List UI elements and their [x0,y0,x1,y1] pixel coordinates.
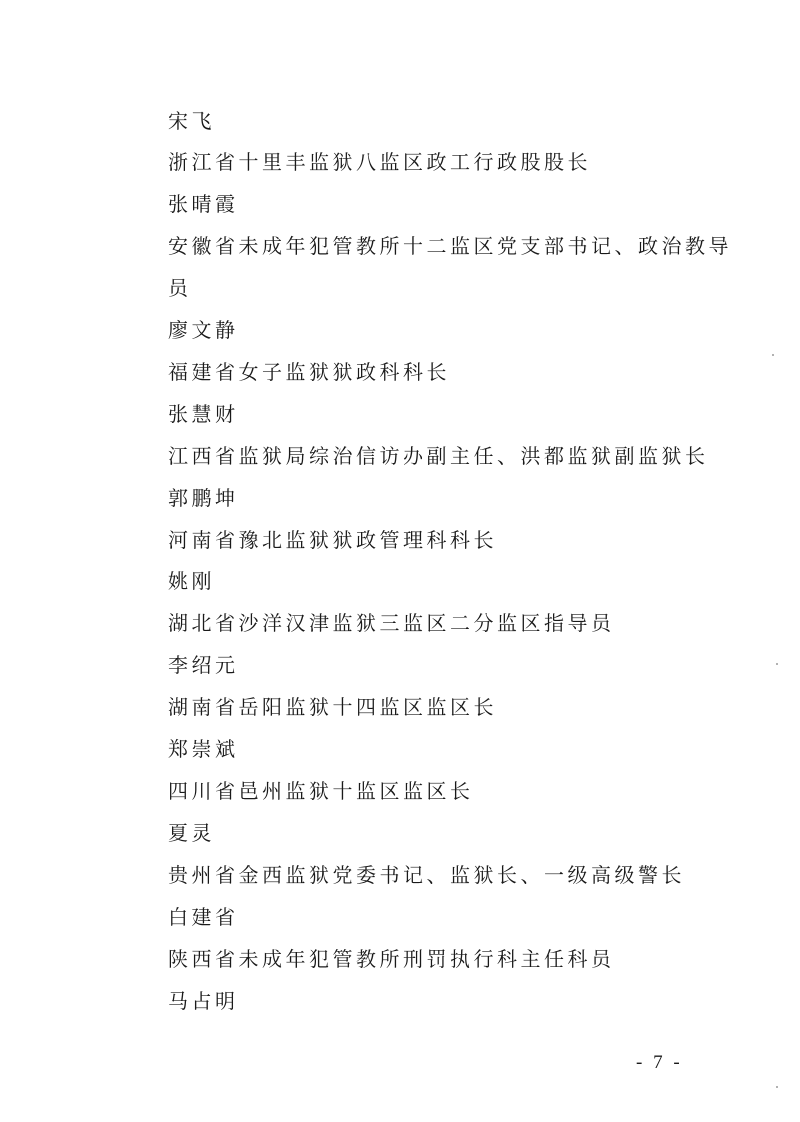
title-line: 福建省女子监狱狱政科科长 [168,360,450,384]
scan-speck [776,663,778,665]
name-line: 郭鹏坤 [168,486,239,510]
name-line: 李绍元 [168,653,239,677]
name-line: 白建省 [168,905,239,929]
name-line: 郑崇斌 [168,737,239,761]
name-line: 张慧财 [168,402,239,426]
title-line: 陕西省未成年犯管教所刑罚执行科主任科员 [168,947,615,971]
title-line: 湖北省沙洋汉津监狱三监区二分监区指导员 [168,611,615,635]
title-line: 四川省邑州监狱十监区监区长 [168,779,474,803]
title-line: 江西省监狱局综治信访办副主任、洪都监狱副监狱长 [168,444,709,468]
title-line: 安徽省未成年犯管教所十二监区党支部书记、政治教导 [168,234,732,258]
name-line: 夏灵 [168,821,215,845]
page-number: - 7 - [636,1052,683,1073]
scan-speck [772,354,774,356]
title-line-continuation: 员 [168,276,192,300]
name-line: 张晴霞 [168,192,239,216]
name-line: 姚刚 [168,569,215,593]
name-line: 宋飞 [168,109,215,133]
title-line: 贵州省金西监狱党委书记、监狱长、一级高级警长 [168,863,685,887]
name-line: 廖文静 [168,318,239,342]
title-line: 湖南省岳阳监狱十四监区监区长 [168,695,497,719]
name-line: 马占明 [168,989,239,1013]
scan-speck [776,1086,778,1088]
title-line: 浙江省十里丰监狱八监区政工行政股股长 [168,150,591,174]
title-line: 河南省豫北监狱狱政管理科科长 [168,528,497,552]
